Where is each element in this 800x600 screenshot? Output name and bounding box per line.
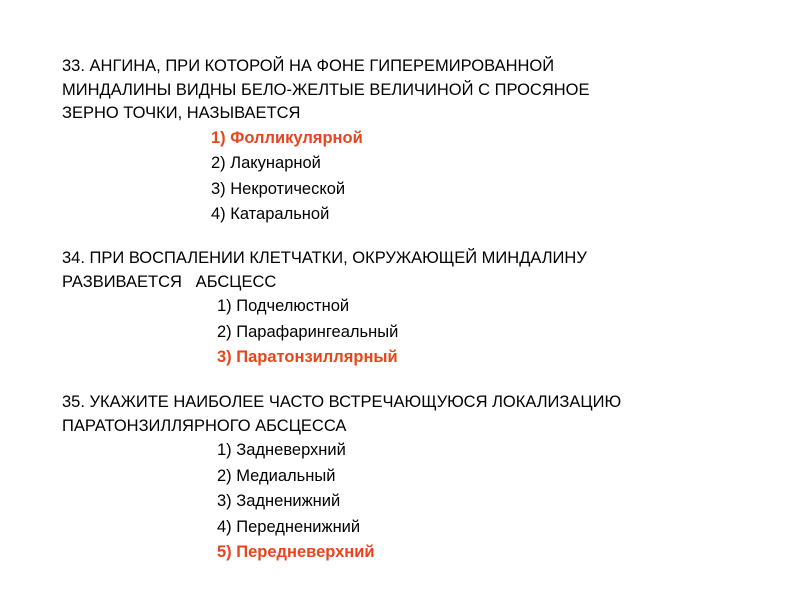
answer-options [217, 438, 762, 566]
answer-option: 2) Медиальный [217, 466, 336, 485]
question-line: ПАРАТОНЗИЛЛЯРНОГО АБСЦЕССА [62, 416, 347, 435]
answer-option: 1) Подчелюстной [217, 297, 350, 315]
question-text [62, 391, 762, 438]
answer-option-correct: 5) Передневерхний [217, 543, 375, 561]
question-line: 34. ПРИ ВОСПАЛЕНИИ КЛЕТЧАТКИ, ОКРУЖАЮЩЕЙ МИНДАЛИНУ [62, 249, 587, 267]
question-line: ЗЕРНО ТОЧКИ, НАЗЫВАЕТСЯ [62, 104, 301, 122]
question-text [62, 247, 762, 294]
answer-option-correct: 3) Паратонзиллярный [217, 348, 398, 366]
question-33 [62, 55, 762, 228]
answer-options [211, 126, 762, 228]
answer-option: 1) Задневерхний [217, 441, 346, 459]
answer-option-correct: 1) Фолликулярной [211, 128, 363, 147]
answer-option: 4) Катаральной [211, 205, 330, 223]
question-line: МИНДАЛИНЫ ВИДНЫ БЕЛО-ЖЕЛТЫЕ ВЕЛИЧИНОЙ С ПРОСЯНОЕ [62, 80, 590, 99]
question-line: 33. АНГИНА, ПРИ КОТОРОЙ НА ФОНЕ ГИПЕРЕМИРОВАННОЙ [62, 57, 555, 75]
question-34 [62, 247, 762, 371]
answer-option: 2) Лакунарной [211, 154, 321, 172]
answer-option: 4) Передненижний [217, 517, 361, 536]
answer-option: 3) Задненижний [217, 492, 341, 510]
answer-option: 3) Некротической [211, 179, 346, 198]
answer-option: 2) Парафарингеальный [217, 322, 399, 341]
question-35 [62, 391, 762, 566]
question-line: РАЗВИВАЕТСЯ АБСЦЕСС [62, 272, 277, 291]
answer-options [217, 294, 762, 371]
question-text [62, 55, 762, 126]
question-line: 35. УКАЖИТЕ НАИБОЛЕЕ ЧАСТО ВСТРЕЧАЮЩУЮСЯ ЛОКАЛИЗАЦИЮ [62, 393, 622, 411]
